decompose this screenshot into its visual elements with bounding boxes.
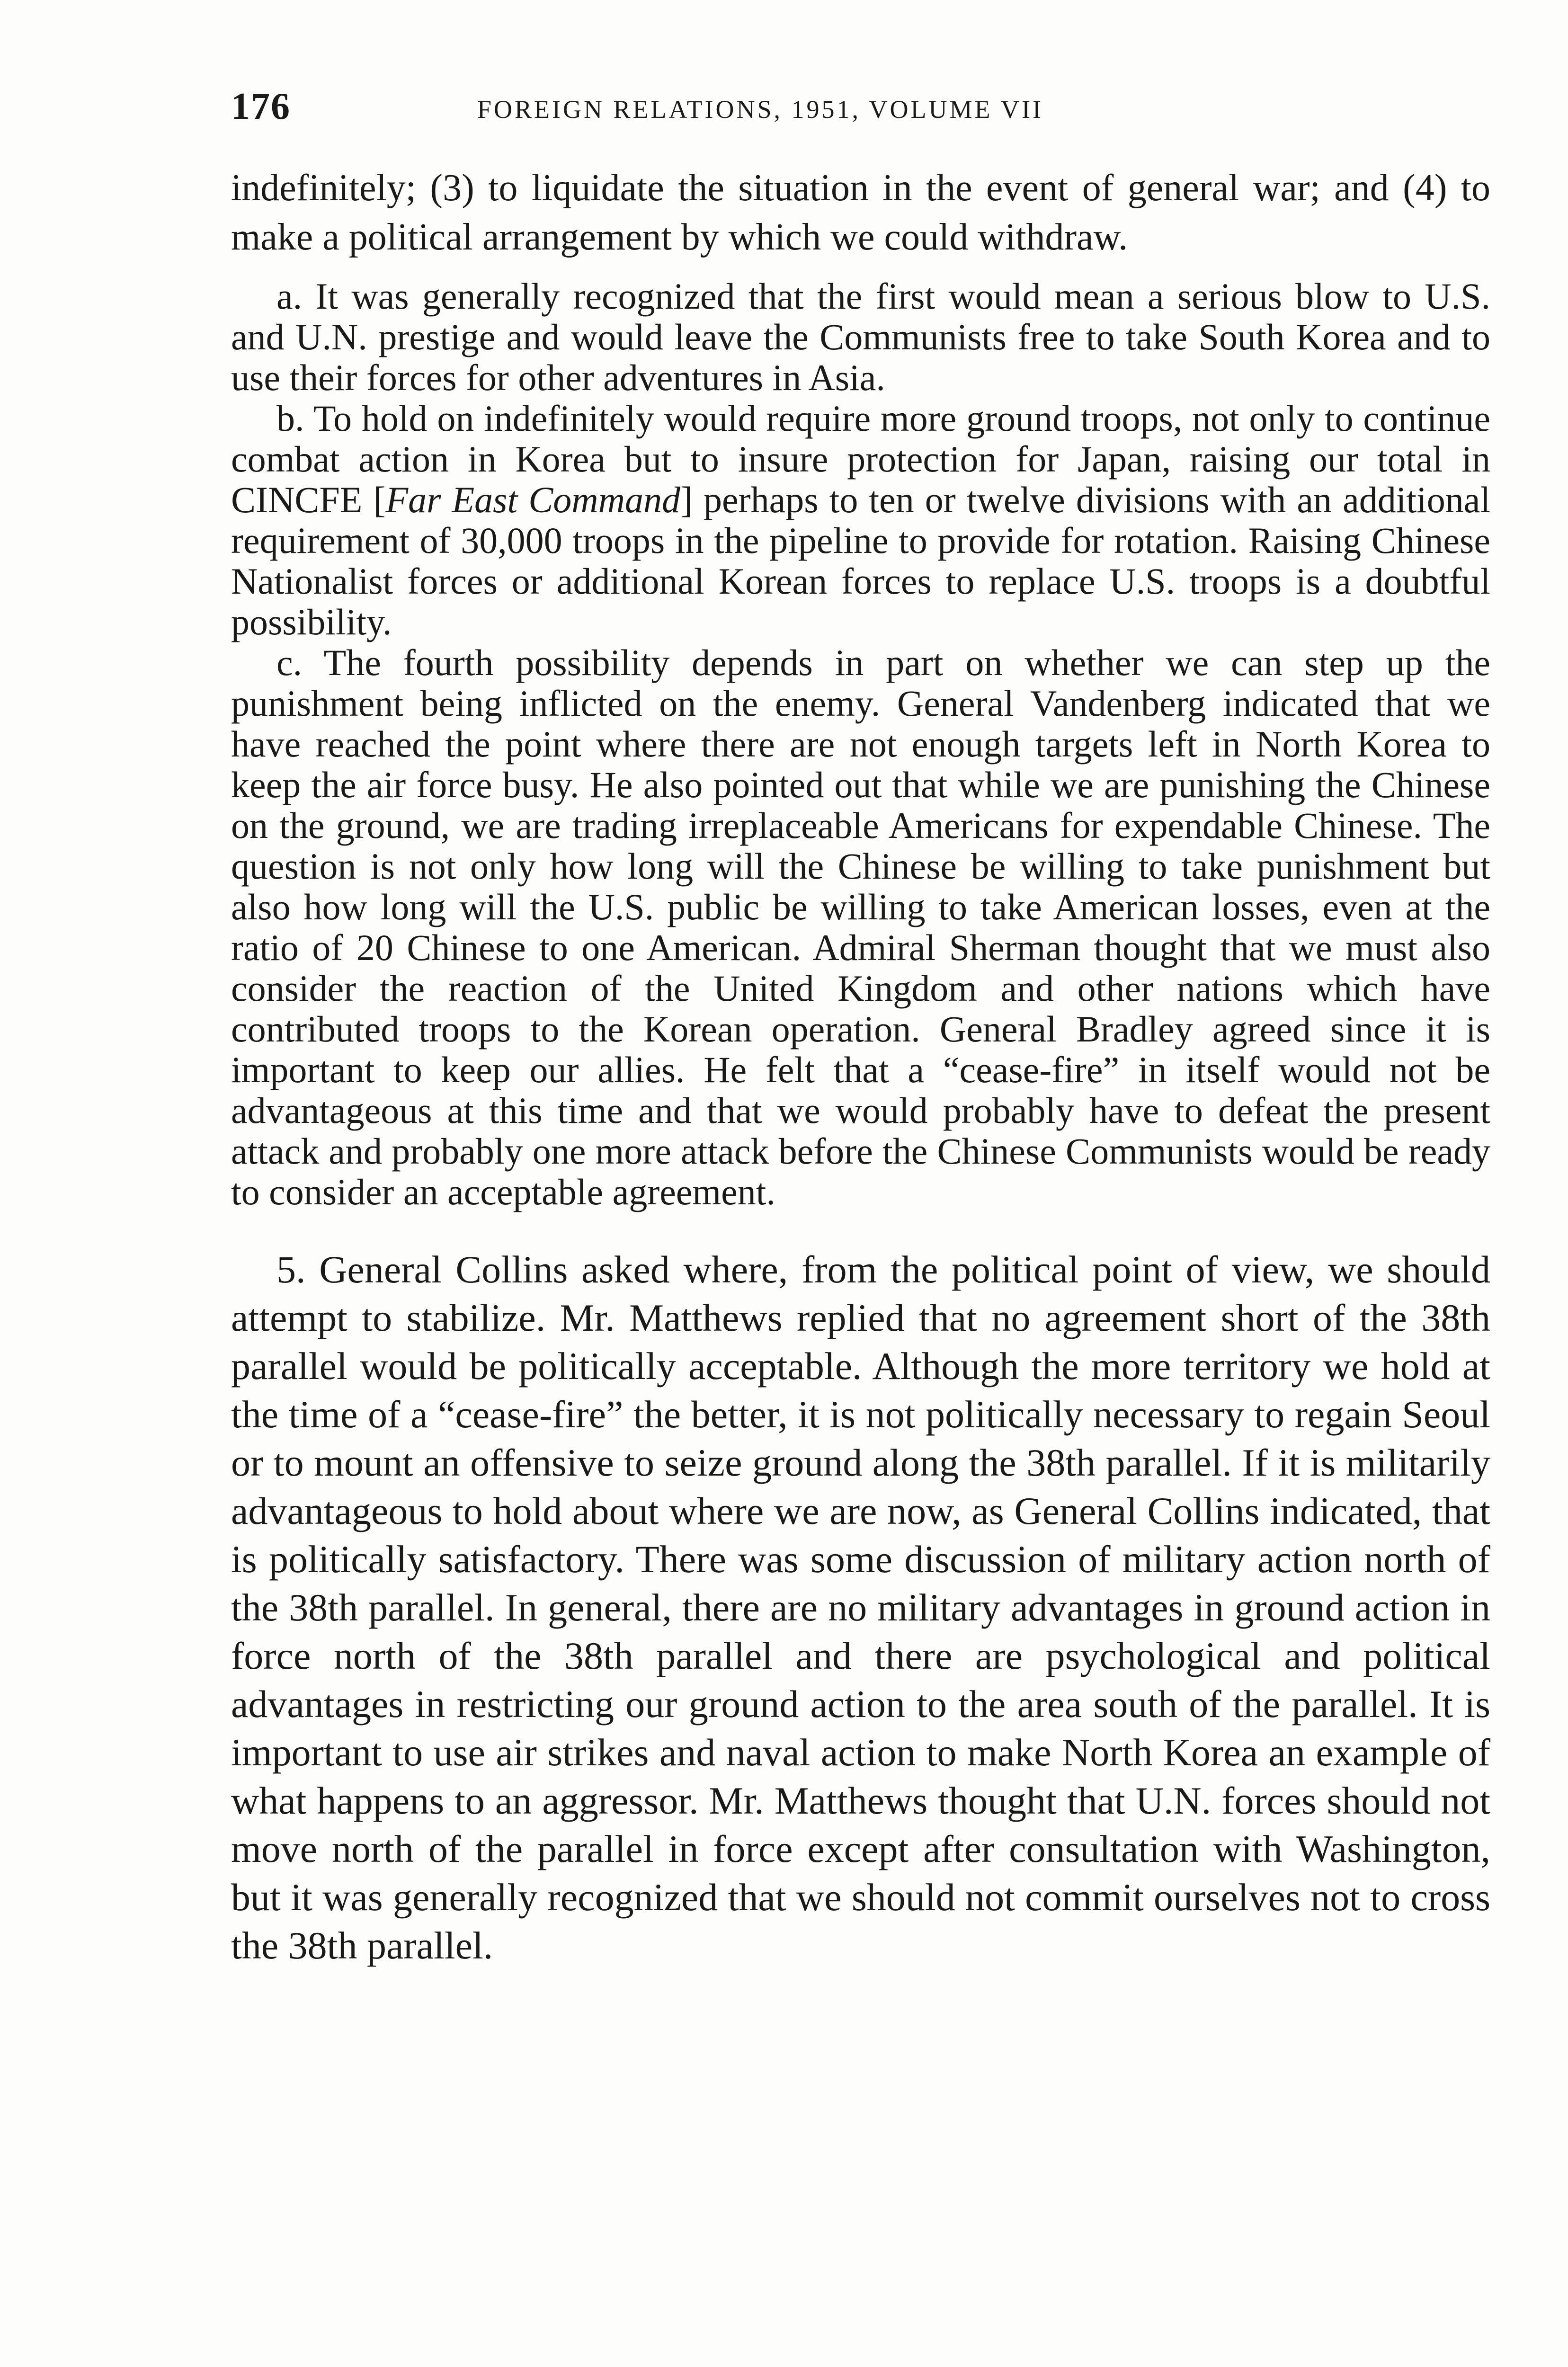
body-text [231,163,1490,1970]
paragraph-intro: indefinitely; (3) to liquidate the situation in the event of general war; and (4) to make a political arrangement by which we could withdraw. [231,167,1490,258]
page-number: 176 [231,86,291,127]
paragraph-5: 5. General Collins asked where, from the political point of view, we should attempt to stabilize. Mr. Matthews replied that no agreement short of the 38th parallel would be politically acceptable. Although the more territory we hold at the time of a “cease-fire” the better, it is not politically necessary to regain Seoul or to mount an offensive to seize ground along the 38th parallel. If it is militarily advantageous to hold about where we are now, as General Collins indicated, that is politically satisfactory. There was some discussion of military action north of the 38th parallel. In general, there are no military advantages in ground action in force north of the 38th parallel and there are psychological and political advantages in restricting our ground action to the area south of the parallel. It is important to use air strikes and naval action to make North Korea an example of what happens to an aggressor. Mr. Matthews thought that U.N. forces should not move north of the parallel in force except after consultation with Washington, but it was generally recognized that we should not commit ourselves not to cross the 38th parallel. [231,1248,1490,1967]
paragraph-a: a. It was generally recognized that the first would mean a serious blow to U.S. and U.N. prestige and would leave the Communists free to take South Korea and to use their forces for other adventures in Asia. [231,276,1490,398]
paragraph-b-part2: ] perhaps to ten or twelve divisions with an additional requirement of 30,000 troops in the pipeline to provide for rotation. Raising Chinese Nationalist forces or additional Korean forces to replace U.S. troops is a doubtful possibility. [231,479,1490,642]
page-header [231,85,1481,137]
running-head: FOREIGN RELATIONS, 1951, VOLUME VII [477,95,1043,124]
paragraph-b-part1: b. To hold on indefinitely would require more ground troops, not only to continue combat action in Korea but to insure protection for Japan, raising our total in CINCFE [ [231,398,1490,520]
paragraph-c: c. The fourth possibility depends in part on whether we can step up the punishment being inflicted on the enemy. General Vandenberg indicated that we have reached the point where there are not enough targets left in North Korea to keep the air force busy. He also pointed out that while we are punishing the Chinese on the ground, we are trading irreplaceable Americans for expendable Chinese. The question is not only how long will the Chinese be willing to take punishment but also how long will the U.S. public be willing to take American losses, even at the ratio of 20 Chinese to one American. Admiral Sherman thought that we must also consider the reaction of the United Kingdom and other nations which have contributed troops to the Korean operation. General Bradley agreed since it is important to keep our allies. He felt that a “cease-fire” in itself would not be advantageous at this time and that we would probably have to defeat the present attack and probably one more attack before the Chinese Communists would be ready to consider an acceptable agreement. [231,642,1490,1212]
paragraph-b [231,398,1490,642]
paragraph-b-italic: Far East Command [385,479,680,520]
